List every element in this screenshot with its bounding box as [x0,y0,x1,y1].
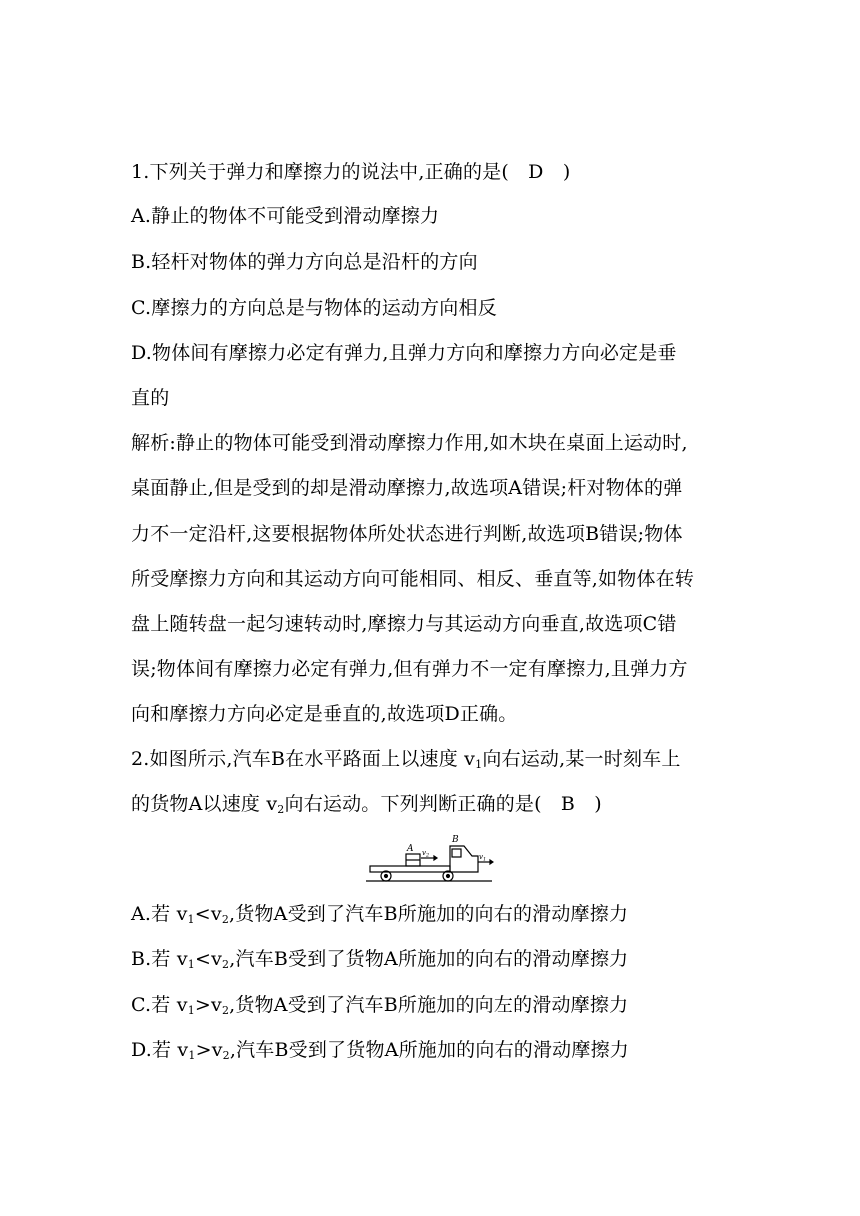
opt-text: A.若 v [131,903,188,925]
opt-text: ,汽车B受到了货物A所施加的向右的滑动摩擦力 [229,948,629,970]
label-v1: v [479,853,483,861]
q1-analysis-line: 向和摩擦力方向必定是垂直的,故选项D正确。 [131,703,518,725]
opt-text: >v [194,994,222,1016]
q1-analysis-line: 盘上随转盘一起匀速转动时,摩擦力与其运动方向垂直,故选项C错 [131,613,677,635]
q2-stem-line1 [131,746,681,772]
label-v2-sub: 2 [426,852,430,859]
opt-text: ,汽车B受到了货物A所施加的向右的滑动摩擦力 [229,1039,629,1061]
opt-text: <v [194,903,222,925]
q1-analysis-line: 误;物体间有摩擦力必定有弹力,但有弹力不一定有摩擦力,且弹力方 [131,658,688,680]
q2-option-a [131,901,628,927]
q2-stem-text: 的货物A以速度 v [131,793,278,815]
label-b: B [452,835,459,845]
opt-sub: 1 [188,1049,196,1062]
opt-sub: 1 [187,958,195,971]
truck-cargo-figure [366,832,494,888]
opt-sub: 2 [221,913,230,926]
q2-subscript: 2 [277,803,285,816]
q2-option-c [131,992,628,1018]
label-a: A [407,844,414,854]
q2-stem-text: 2.如图所示,汽车B在水平路面上以速度 v [131,748,476,770]
label-v1-sub: 1 [483,856,487,863]
opt-sub: 1 [187,913,195,926]
q2-stem-text: 向右运动,某一时刻车上 [482,748,681,770]
q1-analysis-line: 力不一定沿杆,这要根据物体所处状态进行判断,故选项B错误;物体 [131,523,683,545]
opt-sub: 2 [222,1049,230,1062]
opt-text: ,货物A受到了汽车B所施加的向左的滑动摩擦力 [229,994,629,1016]
q2-stem-text: 向右运动。下列判断正确的是( B ) [284,793,602,815]
opt-text: D.若 v [131,1039,189,1061]
q2-subscript: 1 [475,758,483,771]
opt-text: >v [195,1039,223,1061]
q2-stem-line2 [131,791,602,817]
q1-option-a: A.静止的物体不可能受到滑动摩擦力 [131,205,440,227]
opt-text: B.若 v [131,948,188,970]
label-v2: v [422,849,426,857]
opt-text: ,货物A受到了汽车B所施加的向右的滑动摩擦力 [229,903,629,925]
opt-text: C.若 v [131,994,188,1016]
q1-analysis-line: 解析:静止的物体可能受到滑动摩擦力作用,如木块在桌面上运动时, [131,432,688,454]
opt-sub: 2 [221,1004,230,1017]
q1-option-c: C.摩擦力的方向总是与物体的运动方向相反 [131,297,497,319]
opt-text: <v [194,948,223,970]
q2-option-d [131,1037,629,1063]
q1-stem: 1.下列关于弹力和摩擦力的说法中,正确的是( D ) [131,161,571,183]
truck-flatbed [370,866,450,872]
q1-option-b: B.轻杆对物体的弹力方向总是沿杆的方向 [131,251,478,273]
q1-option-d-cont: 直的 [131,387,170,409]
opt-sub: 2 [222,958,230,971]
q2-option-b [131,946,628,972]
truck-window [452,849,461,857]
opt-sub: 1 [187,1004,195,1017]
q1-option-d: D.物体间有摩擦力必定有弹力,且弹力方向和摩擦力方向必定是垂 [131,342,677,364]
truck-cab [450,846,478,872]
q1-analysis-line: 所受摩擦力方向和其运动方向可能相同、相反、垂直等,如物体在转 [131,568,695,590]
q1-analysis-line: 桌面静止,但是受到的却是滑动摩擦力,故选项A错误;杆对物体的弹 [131,477,683,499]
